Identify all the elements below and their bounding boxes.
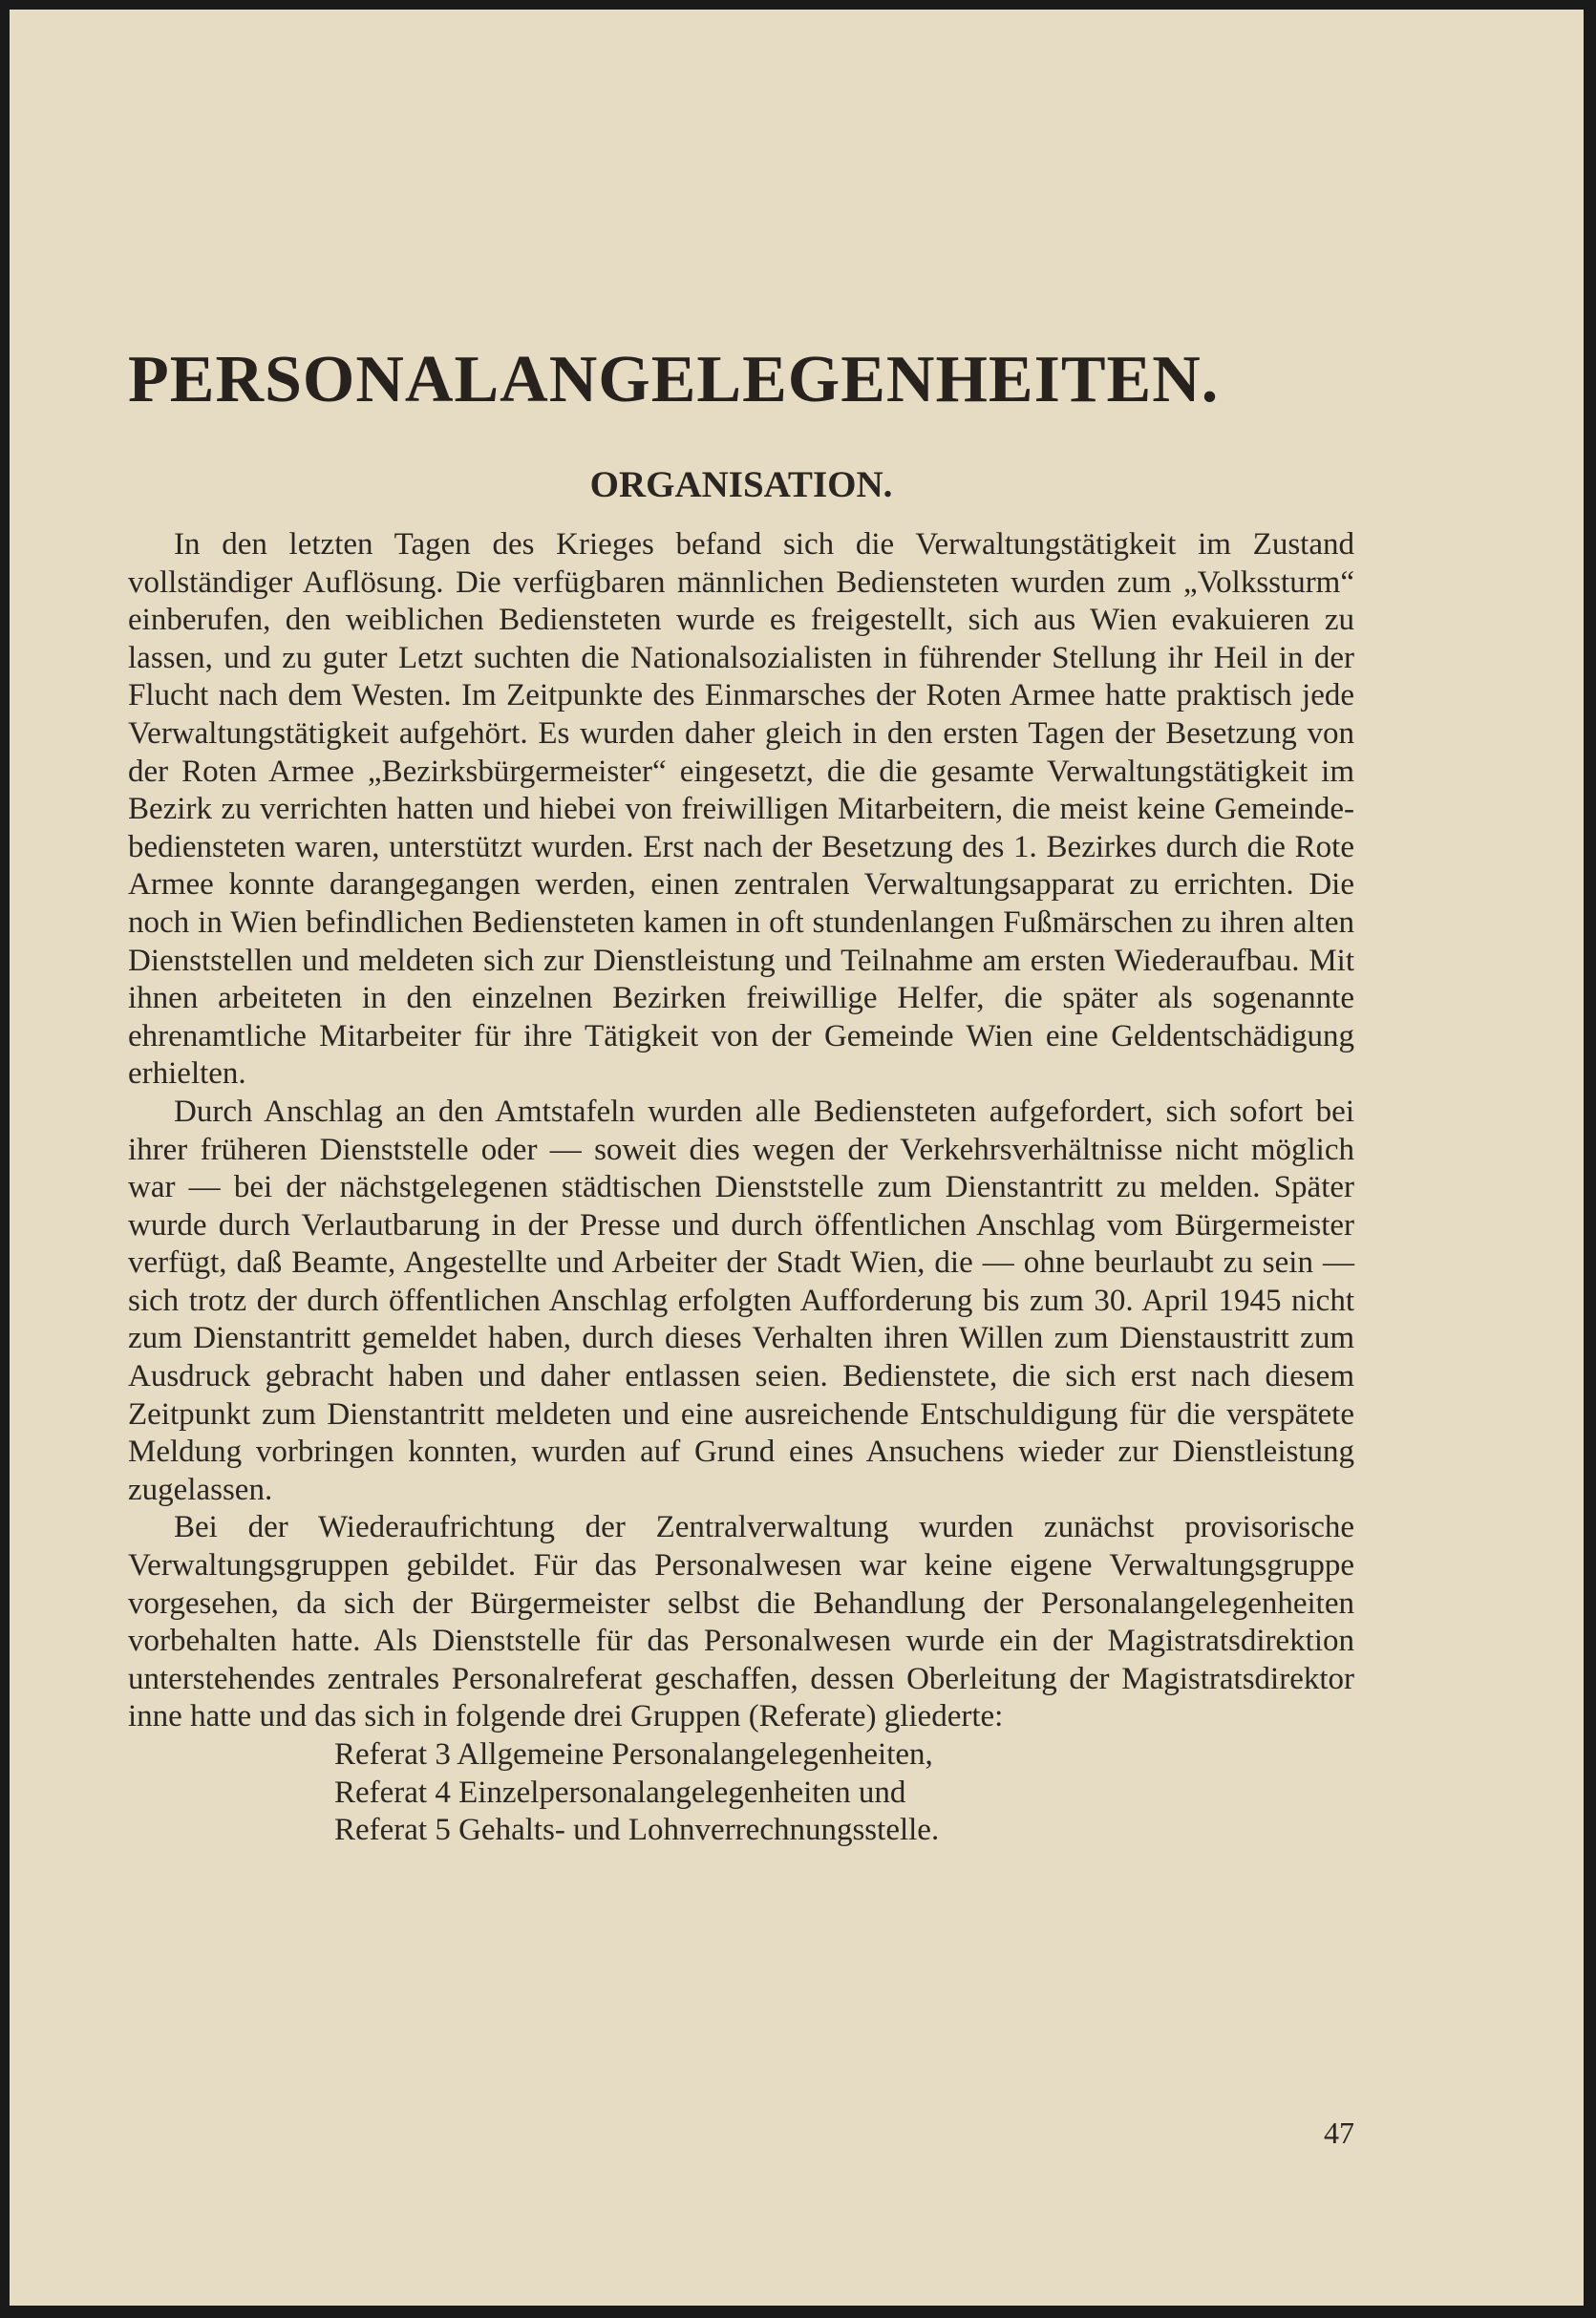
referate-item: Referat 4 Einzelpersonalangelegenheiten und <box>334 1775 906 1810</box>
paragraph-2: Durch Anschlag an den Amtstafeln wurden alle Bediensteten aufgefordert, sich sofort bei ihrer früheren Dienststelle oder — soweit dies wegen der Verkehrsverhältnisse nicht möglich war — bei der nächstgelegenen städtischen Dienststelle zum Dienstantritt zu melden. Später wurde durch Verlautbarung in der Presse und durch öffentlichen Anschlag vom Bürgermeister verfügt, daß Beamte, Angestellte und Arbeiter der Stadt Wien, die — ohne beurlaubt zu sein — sich trotz der durch öffentlichen Anschlag erfolgten Aufforderung bis zum 30. April 1945 nicht zum Dienstantritt gemeldet haben, durch dieses Verhalten ihren Willen zum Dienstaustritt zum Ausdruck gebracht haben und daher entlassen seien. Bedienstete, die sich erst nach diesem Zeitpunkt zum Dienstantritt meldeten und eine ausreichende Entschuldigung für die verspätete Meldung vorbringen konnten, wurden auf Grund eines Ansuchens wieder zur Dienstleistung zugelassen. <box>128 1094 1354 1507</box>
page-number: 47 <box>1324 2116 1354 2150</box>
paragraph-1: In den letzten Tagen des Krieges befand sich die Verwaltungstätigkeit im Zustand vollständiger Auflösung. Die verfügbaren männlichen Bediensteten wurden zum „Volkssturm“ einberufen, den weiblichen Bediensteten wurde es freigestellt, sich aus Wien evakuieren zu lassen, und zu guter Letzt suchten die Nationalsozialisten in führender Stellung ihr Heil in der Flucht nach dem Westen. Im Zeitpunkte des Einmarsches der Roten Armee hatte praktisch jede Verwaltungstätigkeit aufgehört. Es wurden daher gleich in den ersten Tagen der Besetzung von der Roten Armee „Bezirksbürgermeister“ eingesetzt, die die gesamte Verwaltungstätigkeit im Bezirk zu verrichten hatten und hiebei von freiwilligen Mitarbeitern, die meist keine Gemeindebediensteten waren, unterstützt wurden. Erst nach der Besetzung des 1. Bezirkes durch die Rote Armee konnte darangegangen werden, einen zentralen Verwaltungsapparat zu errichten. Die noch in Wien befindlichen Bediensteten kamen in oft stundenlangen Fußmärschen zu ihren alten Dienststellen und meldeten sich zur Dienstleistung und Teilnahme am ersten Wiederaufbau. Mit ihnen arbeiteten in den einzelnen Bezirken freiwillige Helfer, die später als sogenannte ehrenamtliche Mitarbeiter für ihre Tätigkeit von der Gemeinde Wien eine Geldentschädigung erhielten. <box>128 527 1354 1092</box>
referate-item: Referat 3 Allgemeine Personalangelegenheiten, <box>334 1737 933 1772</box>
paragraph-3: Bei der Wiederaufrichtung der Zentralverwaltung wurden zunächst provisorische Verwaltungsgruppen gebildet. Für das Personalwesen war keine eigene Verwaltungsgruppe vorgesehen, da sich der Bürgermeister selbst die Behandlung der Personalangelegenheiten vorbehalten hatte. Als Dienststelle für das Personalwesen wurde ein der Magistratsdirektion unterstehendes zentrales Personalreferat geschaffen, dessen Oberleitung der Magistratsdirektor inne hatte und das sich in folgende drei Gruppen (Referate) gliederte: <box>128 1510 1354 1734</box>
page-title: PERSONALANGELEGENHEITEN. <box>128 343 1220 416</box>
body-text <box>128 526 1354 1850</box>
referate-item: Referat 5 Gehalts- und Lohnverrechnungsstelle. <box>334 1813 940 1848</box>
section-heading: ORGANISATION. <box>589 464 893 505</box>
document-page <box>10 10 1584 2306</box>
referate-list <box>128 1736 1354 1850</box>
